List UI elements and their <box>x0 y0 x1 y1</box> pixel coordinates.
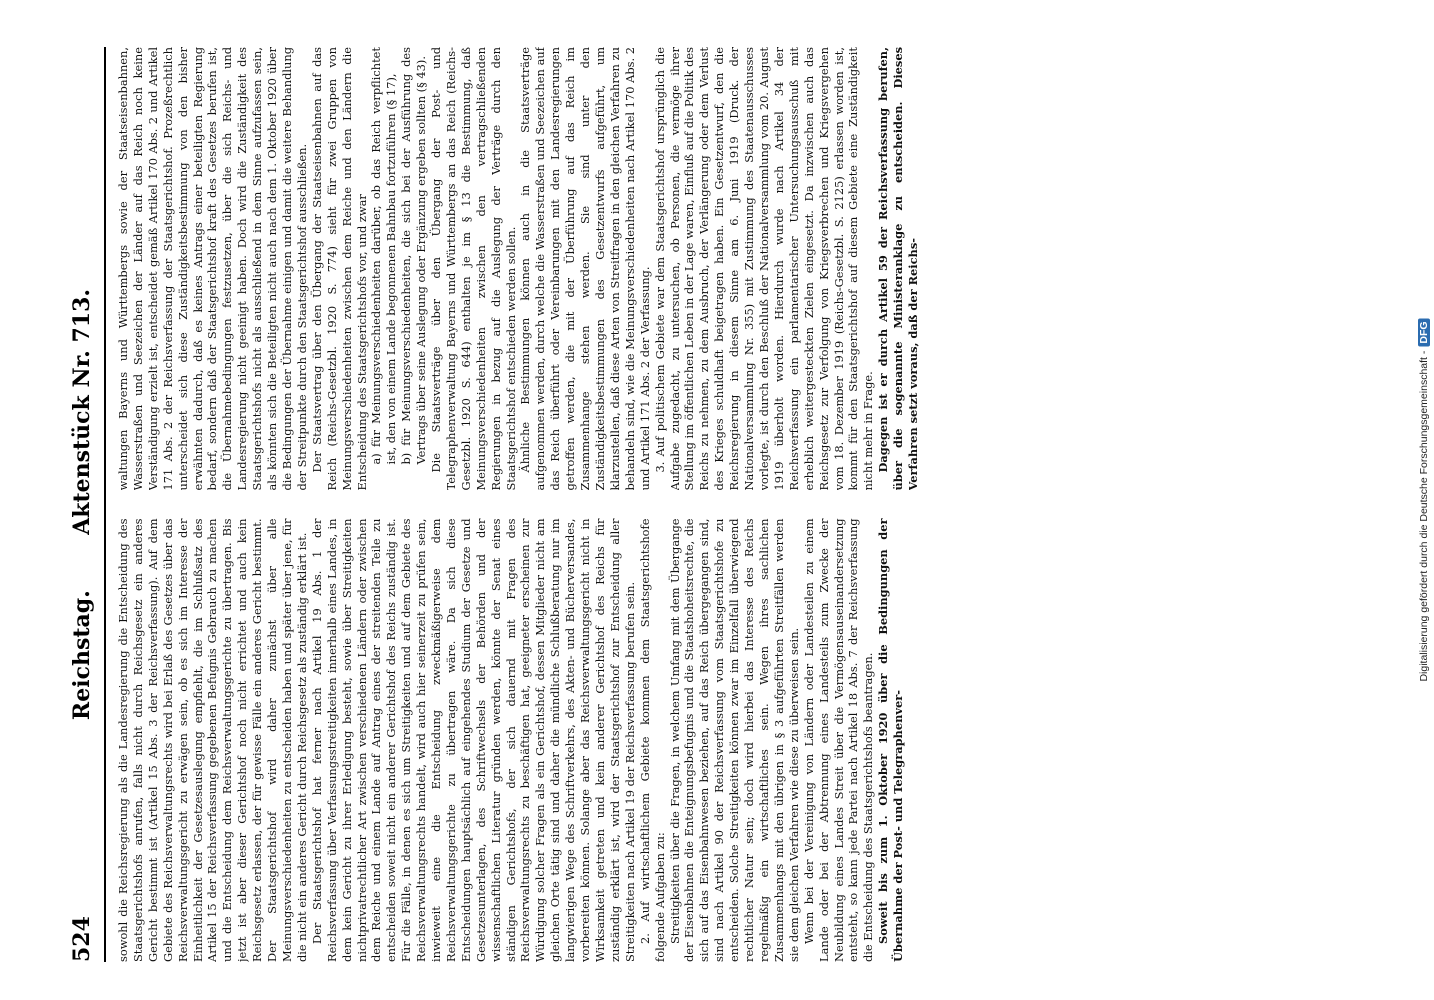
text-columns <box>116 47 1386 962</box>
digitization-credit <box>1418 318 1430 681</box>
paragraph: waltungen Bayerns und Württembergs sowie der Staatseisenbahnen, Wasserstraßen und Seezeichen der Länder auf das Reich noch keine Verständigung erzielt ist, entscheidet gemäß Artikel 170 Abs. 2 und Artikel 171 Abs. 2 der Reichsverfassung der Staatsgerichtshof. Prozeßrechtlich unterscheidet sich diese Zuständigkeitsbestimmung von den bisher erwähnten dadurch, daß es keines Antrags einer beteiligten Regierung bedarf, sondern daß der Staatsgerichtshof kraft des Gesetzes berufen ist, die Übernahmebedingungen festzusetzen, über die sich Reichs- und Landesregierung nicht geeinigt haben. Doch wird die Zuständigkeit des Staatsgerichtshofs nicht als ausschließend in dem Sinne aufzufassen sein, als könnten sich die Beteiligten nicht auch nach dem 1. Oktober 1920 über die Bedingungen der Übernahme einigen und damit die weitere Behandlung der Streitpunkte durch den Staatsgerichtshof ausschließen. <box>116 47 309 491</box>
right-column <box>116 47 1386 491</box>
list-item: a) für Meinungsverschiedenheiten darüber, ob das Reich verpflichtet ist, den von einem Lande begonnenen Bahnbau fortzuführen (§ 17), <box>369 47 399 465</box>
header-rule <box>104 47 106 962</box>
paragraph: 2. Auf wirtschaftlichem Gebiete kommen dem Staatsgerichtshofe folgende Aufgaben zu: <box>637 518 667 962</box>
header-title: Reichstag. <box>69 590 95 721</box>
credit-text: Digitalisierung gefördert durch die Deutsche Forschungsgemeinschaft - <box>1418 350 1430 682</box>
paragraph: Die Staatsverträge über den Übergang der Post- und Telegraphenverwaltung Bayerns und Württembergs an das Reich (Reichs-Gesetzbl. 1920 S. 644) enthalten je im § 13 die Bestimmung, daß Meinungsverschiedenheiten zwischen den vertragschließenden Regierungen in bezug auf die Auslegung der Verträge durch den Staatsgerichtshof entschieden werden sollen. <box>429 47 518 491</box>
list-item: b) für Meinungsverschiedenheiten, die sich bei der Ausführung des Vertrags über seine Auslegung oder Ergänzung ergeben sollten (§ 43). <box>399 47 429 465</box>
paragraph: sowohl die Reichsregierung als die Landesregierung die Entscheidung des Staatsgerichtshofs anrufen, falls nicht durch Reichsgesetz ein anderes Gericht bestimmt ist (Artikel 15 Abs. 3 der Reichsverfassung). Auf dem Gebiete des Reichsverwaltungsrechts wird bei Erlaß des Gesetzes über das Reichsverwaltungsgericht zu erwägen sein, ob es sich im Interesse der Einheitlichkeit der Gesetzesauslegung empfiehlt, die im Schlußsatz des Artikel 15 der Reichsverfassung gegebenen Befugnis Gebrauch zu machen und die Entscheidung dem Reichsverwaltungsgerichte zu übertragen. Bis jetzt ist aber dieser Gerichtshof noch nicht errichtet und auch kein Reichsgesetz erlassen, der für gewisse Fälle ein anderes Gericht bestimmt. Der Staatsgerichtshof wird daher zunächst über alle Meinungsverschiedenheiten zu entscheiden haben und später über jene, für die nicht ein anderes Gericht durch Reichsgesetz als zuständig erklärt ist. <box>116 518 309 962</box>
dfg-logo: DFG <box>1418 318 1430 346</box>
page-number: 524 <box>69 916 95 962</box>
paragraph: Dagegen ist er durch Artikel 59 der Reichsverfassung berufen, über die sogenannte Ministeranklage zu entscheiden. Dieses Verfahren setzt voraus, daß der Reichs- <box>876 47 921 491</box>
document-number: Aktenstück Nr. 713. <box>69 288 95 535</box>
paragraph: Wenn bei der Vereinigung von Ländern oder Landesteilen zu einem Lande oder bei der Abtrennung eines Landesteils zum Zwecke der Neubildung eines Landes Streit über die Vermögensauseinandersetzung entsteht, so kann jede Partei nach Artikel 18 Abs. 7 der Reichsverfassung die Entscheidung des Staatsgerichtshofs beantragen. <box>801 518 876 962</box>
paragraph: Der Staatsgerichtshof hat ferner nach Artikel 19 Abs. 1 der Reichsverfassung über Verfassungsstreitigkeiten innerhalb eines Landes, in dem kein Gericht zu ihrer Erledigung besteht, sowie über Streitigkeiten nichtprivatrechtlicher Art zwischen verschiedenen Ländern oder zwischen dem Reiche und einem Lande auf Antrag eines der streitenden Teile zu entscheiden soweit nicht ein anderer Gerichtshof des Reichs zuständig ist. Für die Fälle, in denen es sich um Streitigkeiten und auf dem Gebiete des Reichsverwaltungsrechts handelt, wird auch hier seinerzeit zu prüfen sein, inwieweit eine die Entscheidung zweckmäßigerweise dem Reichsverwaltungsgerichte zu übertragen wäre. Da sich diese Entscheidungen hauptsächlich auf eingehendes Studium der Gesetze und Gesetzesunterlagen, des Schriftwechsels der Behörden und der wissenschaftlichen Literatur gründen werden, könnte der Senat eines ständigen Gerichtshofs, der sich dauernd mit Fragen des Reichsverwaltungsrechts zu beschäftigen hat, geeigneter erscheinen zur Würdigung solcher Fragen als ein Gerichtshof, dessen Mitglieder nicht am gleichen Orte tätig sind und daher die mündliche Schlußberatung nur im langwierigen Wege des Schriftverkehrs, des Akten- und Bücherversandes, vorbereiten können. Solange aber das Reichsverwaltungsgericht nicht in Wirksamkeit getreten und kein anderer Gerichtshof des Reichs für zuständig erklärt ist, wird der Staatsgerichtshof zur Entscheidung aller Streitigkeiten nach Artikel 19 der Reichsverfassung berufen sein. <box>309 518 637 962</box>
paragraph: Ähnliche Bestimmungen können auch in die Staatsverträge aufgenommen werden, durch welche die Wasserstraßen und Seezeichen auf das Reich überführt oder Vereinbarungen mit den Landesregierungen getroffen werden, die mit der Überführung auf das Reich im Zusammenhange stehen werden. Sie sind unter den Zuständigkeitsbestimmungen des Gesetzentwurfs aufgeführt, um klarzustellen, daß diese Arten von Streitfragen in den gleichen Verfahren zu behandeln sind, wie die Meinungsverschiedenheiten nach Artikel 170 Abs. 2 und Artikel 171 Abs. 2 der Verfassung. <box>518 47 652 491</box>
paragraph: Der Staatsvertrag über den Übergang der Staatseisenbahnen auf das Reich (Reichs-Gesetzbl. 1920 S. 774) sieht für zwei Gruppen von Meinungsverschiedenheiten zwischen dem Reiche und den Ländern die Entscheidung des Staatsgerichtshofs vor, und zwar <box>309 47 369 491</box>
left-column <box>116 519 1386 963</box>
page-sheet <box>66 47 1396 962</box>
paragraph: Soweit bis zum 1. Oktober 1920 über die Bedingungen der Übernahme der Post- und Telegraphenver- <box>876 518 906 962</box>
running-header <box>66 47 98 962</box>
paragraph: 3. Auf politischem Gebiete war dem Staatsgerichtshof ursprünglich die Aufgabe zugedacht, zu untersuchen, ob Personen, die vermöge ihrer Stellung im öffentlichen Leben in der Lage waren, Einfluß auf die Politik des Reichs zu nehmen, zu dem Ausbruch, der Verlängerung oder dem Verlust des Krieges schuldhaft beigetragen haben. Ein Gesetzentwurf, den die Reichsregierung in diesem Sinne am 6. Juni 1919 (Druck. der Nationalversammlung Nr. 355) mit Zustimmung des Staatenausschusses vorlegte, ist durch den Beschluß der Nationalversammlung vom 20. August 1919 überholt worden. Hierdurch wurde nach Artikel 34 der Reichsverfassung ein parlamentarischer Untersuchungsausschuß mit erheblich weitergesteckten Zielen eingesetzt. Da inzwischen auch das Reichsgesetz zur Verfolgung von Kriegsverbrechen und Kriegsvergehen vom 18. Dezember 1919 (Reichs-Gesetzbl. S. 2125) erlassen worden ist, kommt für den Staatsgerichtshof auf diesem Gebiete eine Zuständigkeit nicht mehr in Frage. <box>652 47 876 491</box>
paragraph: Streitigkeiten über die Fragen, in welchem Umfang mit dem Übergange der Eisenbahnen die Enteignungsbefugnis und die Staatshoheitsrechte, die sich auf das Eisenbahnwesen beziehen, auf das Reich übergegangen sind, sind nach Artikel 90 der Reichsverfassung vom Staatsgerichtshofe zu entscheiden. Solche Streitigkeiten können zwar im Einzelfall überwiegend rechtlicher Natur sein; doch wird hierbei das Interesse des Reichs regelmäßig ein wirtschaftliches sein. Wegen ihres sachlichen Zusammenhangs mit den übrigen in § 3 aufgeführten Streitfällen werden sie dem gleichen Verfahren wie diese zu überweisen sein. <box>667 518 801 962</box>
